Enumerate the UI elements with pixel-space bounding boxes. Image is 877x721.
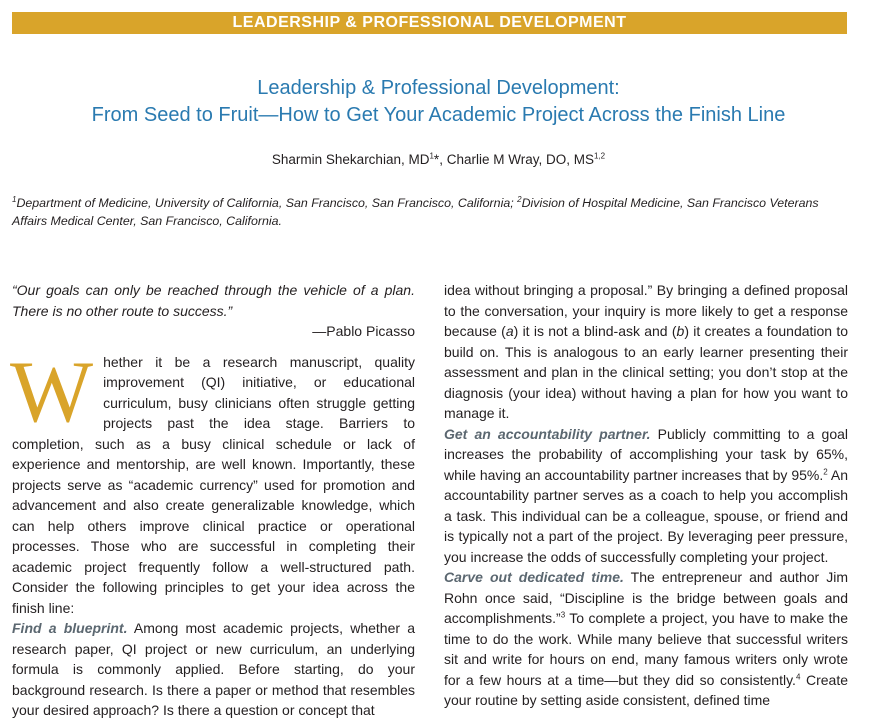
reference-4: 4 [795, 671, 801, 681]
author-2: Charlie M Wray, DO, MS [446, 152, 594, 167]
title-line-1: Leadership & Professional Development: [257, 77, 620, 99]
blueprint-heading: Find a blueprint. [12, 620, 128, 636]
list-letter-a: a [505, 323, 514, 339]
affil-text-2: Division of Hospital Medicine, San Francisco Veterans Affairs Medical Center, San Francisco, California. [12, 196, 819, 228]
epigraph-quote: “Our goals can only be reached through the vehicle of a plan. There is no other route to success.” [12, 282, 415, 319]
affiliations [12, 194, 852, 230]
accountability-text-1: Publicly committing to a goal increases the probability of accomplishing your task by 65%, while having an accountability partner increases that by 95%. [444, 425, 848, 483]
author-1: Sharmin Shekarchian, MD [271, 152, 430, 167]
section-label: LEADERSHIP & PROFESSIONAL DEVELOPMENT [232, 14, 627, 31]
left-column [12, 280, 415, 721]
accountability-heading: Get an accountability partner. [444, 425, 651, 442]
accountability-text-2: An accountability partner serves as a coach to help you accomplish a task. This individual can be a colleague, spouse, or friend and is typically not a part of the project. By leveraging peer pressure, you increase the odds of successfully completing your project. [444, 466, 848, 565]
accountability-paragraph [444, 424, 848, 568]
drop-cap: W [10, 343, 94, 441]
intro-paragraph [10, 343, 415, 619]
carve-text-2: To complete a project, you have to make the time to do the work. While many believe that successful writers sit and write for hours on end, many famous writers only wrote for a few hours at a time—but they did so consistently. [444, 610, 848, 688]
blueprint-text: Among most academic projects, whether a research paper, QI project or new curriculum, an underlying formula is commonly applied. Before starting, do your background research. Is there a paper or method that resembles your desired approach? Is there a question or concept that [12, 620, 415, 718]
blueprint-paragraph [12, 618, 415, 721]
title-line-2: From Seed to Fruit—How to Get Your Academic Project Across the Finish Line [91, 104, 786, 126]
carve-paragraph [444, 567, 848, 711]
right-column [444, 280, 848, 711]
proposal-text-2: ) it is not a blind-ask and ( [513, 323, 677, 339]
section-banner [12, 12, 847, 34]
proposal-paragraph [444, 280, 848, 424]
proposal-text-3: ) it creates a foundation to build on. This is analogous to an early learner presenting their assessment and plan in the clinical setting; you don’t stop at the diagnosis (your idea) without having a plan for how you want to manage it. [444, 323, 849, 421]
reference-3: 3 [560, 610, 566, 620]
list-letter-b: b [676, 323, 685, 339]
intro-text: hether it be a research manuscript, quality improvement (QI) initiative, or educational curriculum, busy clinicians often struggle getting projects past the idea stage. Barriers to completion, such as a busy clinical schedule or lack of experience and mentorship, are well known. Importantly, these projects serve as “academic currency” used for promotion and advancement and also create generalizable knowledge, which can help others improve clinical practice or operational processes. Those who are successful in completing their academic project frequently follow a well-structured path. Consider the following principles to get your idea across the finish line: [12, 353, 415, 616]
proposal-text-1: idea without bringing a proposal.” By bringing a defined proposal to the conversation, your inquiry is more likely to get a response because ( [444, 282, 848, 339]
corresponding-mark: * [433, 152, 440, 167]
author-1-affil: 1 [429, 151, 434, 161]
affil-sup-2: 2 [517, 194, 522, 204]
author-line [0, 152, 877, 167]
reference-2: 2 [823, 466, 828, 476]
carve-heading: Carve out dedicated time. [444, 569, 624, 585]
carve-text-3: Create your routine by setting aside consistent, defined time [444, 671, 848, 708]
epigraph-author: —Pablo Picasso [312, 323, 415, 339]
affil-sup-1: 1 [12, 194, 17, 204]
author-separator: , [439, 152, 447, 167]
affil-text-1: Department of Medicine, University of California, San Francisco, San Francisco, California; [16, 196, 518, 210]
article-title [0, 75, 877, 129]
carve-text-1: The entrepreneur and author Jim Rohn once said, “Discipline is the bridge between goals and accomplishments.” [444, 569, 848, 626]
author-2-affil: 1,2 [593, 151, 606, 161]
